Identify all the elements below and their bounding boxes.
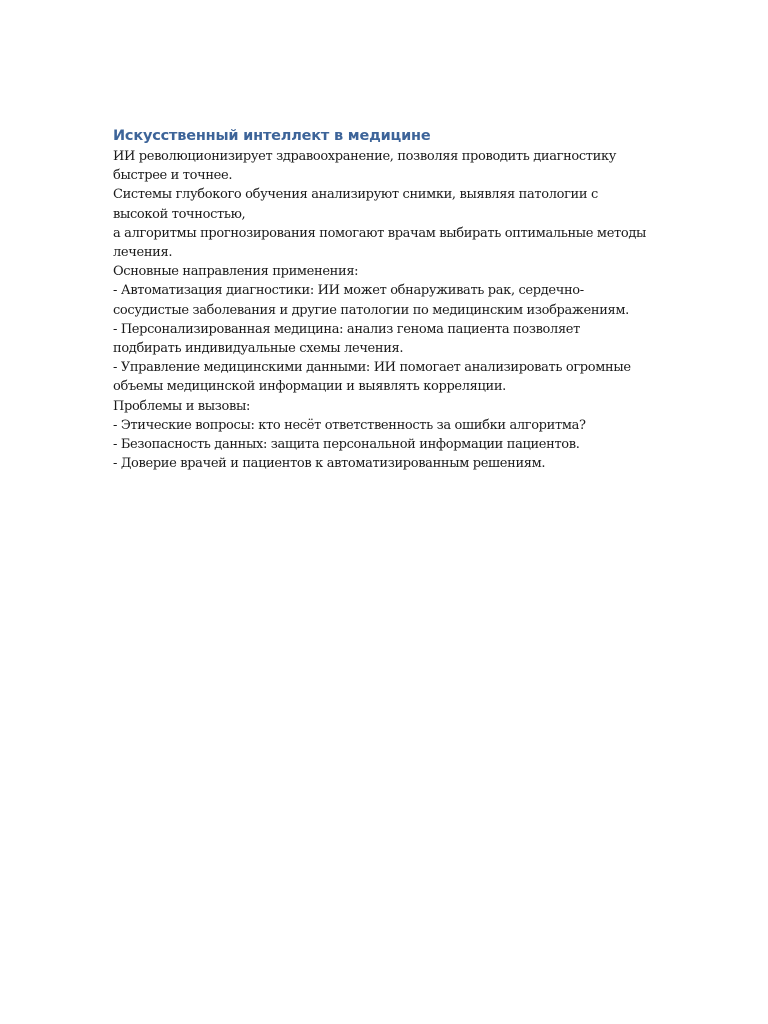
challenges-subheading: Проблемы и вызовы: xyxy=(113,398,250,414)
list-item-diagnostics: - Автоматизация диагностики: ИИ может обнаруживать рак, сердечно-сосудистые заболевания и другие патологии по медицинским изображениям. xyxy=(113,283,629,318)
list-item-ethics: - Этические вопросы: кто несёт ответственность за ошибки алгоритма? xyxy=(113,417,586,433)
document-body xyxy=(113,125,648,473)
intro-paragraph: ИИ революционизирует здравоохранение, позволяя проводить диагностику быстрее и точнее. xyxy=(113,149,617,184)
list-item-data-security: - Безопасность данных: защита персональной информации пациентов. xyxy=(113,437,580,453)
list-item-data-management: - Управление медицинскими данными: ИИ помогает анализировать огромные объемы медицинской информации и выявлять корреляции. xyxy=(113,360,631,395)
algorithms-paragraph: а алгоритмы прогнозирования помогают врачам выбирать оптимальные методы лечения. xyxy=(113,225,647,261)
deep-learning-paragraph: Системы глубокого обучения анализируют снимки, выявляя патологии с высокой точностью, xyxy=(113,187,598,222)
list-item-trust: - Доверие врачей и пациентов к автоматизированным решениям. xyxy=(113,456,546,472)
document-heading: Искусственный интеллект в медицине xyxy=(113,128,431,144)
applications-subheading: Основные направления применения: xyxy=(113,264,359,280)
list-item-personalized-medicine: - Персонализированная медицина: анализ генома пациента позволяет подбирать индивидуальные схемы лечения. xyxy=(113,321,580,357)
